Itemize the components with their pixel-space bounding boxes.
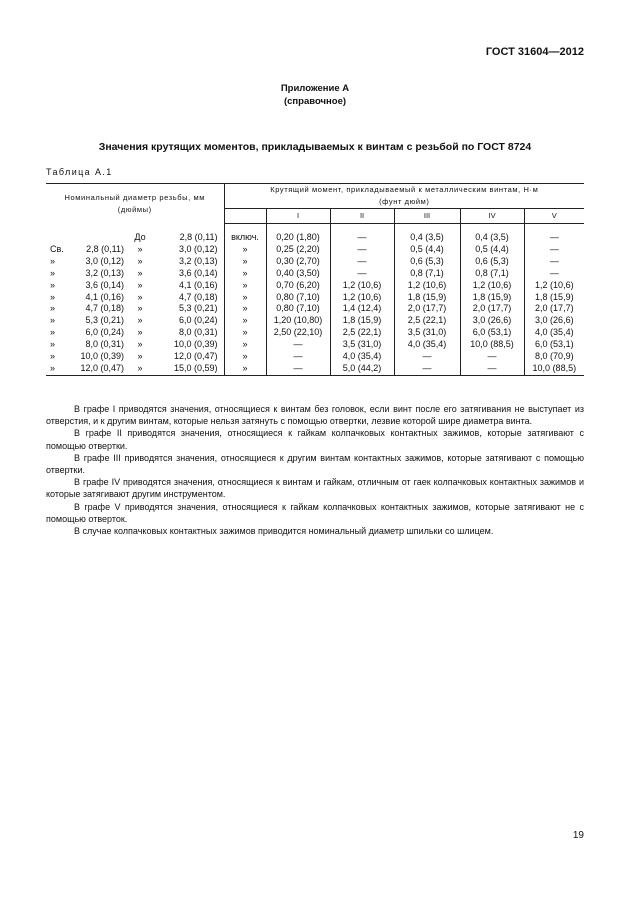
torque-value: 1,2 (10,6) (394, 280, 460, 292)
torque-value: 1,2 (10,6) (330, 292, 394, 304)
torque-value: 3,5 (31,0) (330, 339, 394, 351)
range-word: » (137, 291, 143, 302)
range-word: » (137, 303, 143, 314)
note-paragraph: В графе V приводятся значения, относящиеся к гайкам колпачковых контактных зажимов, которые затягивают не с помощью отверток. (46, 501, 584, 524)
diameter-to: 4,7 (0,18) (156, 292, 224, 304)
torque-value: — (266, 339, 330, 351)
torque-value: 0,5 (4,4) (394, 244, 460, 256)
row-prefix: » (50, 351, 56, 362)
diameter-header-line2: (дюймы) (117, 204, 152, 214)
inclusive-marker: » (224, 315, 266, 327)
inclusive-marker: » (224, 339, 266, 351)
diameter-from: 4,1 (0,16) (85, 291, 124, 302)
torque-value: 2,5 (22,1) (394, 315, 460, 327)
torque-value: — (330, 256, 394, 268)
range-word: » (137, 255, 143, 266)
torque-value: — (549, 255, 559, 266)
document-header-id: ГОСТ 31604—2012 (485, 46, 584, 58)
row-prefix: » (50, 315, 56, 326)
range-word: » (137, 339, 143, 350)
diameter-from: 5,3 (0,21) (85, 315, 124, 326)
table-row (46, 256, 584, 268)
annex-heading (0, 82, 630, 108)
torque-value: 10,0 (88,5) (460, 339, 524, 351)
inclusive-marker: » (224, 303, 266, 315)
diameter-from: 3,0 (0,12) (85, 255, 124, 266)
torque-value: 0,6 (5,3) (394, 256, 460, 268)
torque-value: 0,80 (7,10) (266, 303, 330, 315)
torque-value: — (266, 351, 330, 363)
torque-value: — (549, 243, 559, 254)
inclusive-marker: » (224, 327, 266, 339)
range-word: » (137, 327, 143, 338)
table-row (46, 292, 584, 304)
range-word: » (137, 279, 143, 290)
row-prefix: » (50, 303, 56, 314)
torque-value: 3,0 (26,6) (535, 315, 574, 326)
torque-value: 1,8 (15,9) (535, 291, 574, 302)
table-row (46, 327, 584, 339)
note-paragraph: В графе IV приводятся значения, относящиеся к винтам и гайкам, отличным от гаек колпачковых контактных зажимов и которые затягивают другим инструментом. (46, 477, 584, 500)
range-word: » (137, 351, 143, 362)
torque-value: 0,6 (5,3) (460, 256, 524, 268)
torque-value: 2,0 (17,7) (394, 303, 460, 315)
diameter-from (72, 232, 124, 244)
column-header-iii: III (394, 209, 460, 224)
torque-value: 4,0 (35,4) (535, 327, 574, 338)
row-prefix: » (50, 339, 56, 350)
note-paragraph: В случае колпачковых контактных зажимов приводится номинальный диаметр шпильки со шлицем. (74, 526, 494, 537)
diameter-to: 3,0 (0,12) (156, 244, 224, 256)
diameter-to: 12,0 (0,47) (156, 351, 224, 363)
inclusive-marker: » (224, 363, 266, 375)
torque-value: 6,0 (53,1) (460, 327, 524, 339)
row-prefix: » (50, 327, 56, 338)
diameter-to: 5,3 (0,21) (156, 303, 224, 315)
table-row (46, 351, 584, 363)
note-paragraph: В графе III приводятся значения, относящиеся к другим винтам контактных зажимов, которые затягивают с помощью отвертки. (46, 452, 584, 476)
diameter-from: 12,0 (0,47) (72, 363, 124, 375)
torque-value: — (330, 232, 394, 244)
torque-value: 2,0 (17,7) (460, 303, 524, 315)
row-prefix: Св. (50, 243, 64, 254)
inclusive-marker: включ. (224, 232, 266, 244)
torque-value: 3,0 (26,6) (460, 315, 524, 327)
diameter-from: 6,0 (0,24) (85, 327, 124, 338)
section-title: Значения крутящих моментов, прикладываемых к винтам с резьбой по ГОСТ 8724 (98, 141, 532, 153)
diameter-to: 15,0 (0,59) (156, 363, 224, 375)
torque-value: 0,20 (1,80) (266, 232, 330, 244)
torque-value: 1,4 (12,4) (330, 303, 394, 315)
table-label: Таблица А.1 (46, 167, 113, 177)
row-prefix: » (50, 255, 56, 266)
torque-value: 1,2 (10,6) (330, 280, 394, 292)
torque-value: — (460, 351, 524, 363)
inclusive-marker: » (224, 256, 266, 268)
torque-value: — (394, 363, 460, 375)
torque-value: — (394, 351, 460, 363)
note-paragraph: В графе I приводятся значения, относящиеся к винтам без головок, если винт после его затягивания не выступает из отверстия, и к другим винтам, которые нельзя затянуть с помощью отвертки, лезвие которой шире диаметра винта. (46, 404, 584, 427)
torque-value: 3,5 (31,0) (394, 327, 460, 339)
torque-table (46, 183, 584, 376)
inclusive-marker: » (224, 244, 266, 256)
torque-value: — (266, 363, 330, 375)
torque-value: 0,8 (7,1) (460, 268, 524, 280)
annex-title: Приложение А (280, 83, 350, 94)
torque-value: 4,0 (35,4) (330, 351, 394, 363)
diameter-to: 3,2 (0,13) (156, 256, 224, 268)
diameter-header (46, 184, 224, 224)
torque-value: 0,80 (7,10) (266, 292, 330, 304)
torque-value: 1,8 (15,9) (330, 315, 394, 327)
column-header-i: I (266, 209, 330, 224)
torque-value: 0,5 (4,4) (460, 244, 524, 256)
range-word: До (134, 232, 146, 242)
torque-header (224, 184, 584, 209)
torque-value: 4,0 (35,4) (394, 339, 460, 351)
torque-value: 8,0 (70,9) (535, 351, 574, 362)
torque-header-line1: Крутящий момент, прикладываемый к металлическим винтам, Н·м (270, 185, 539, 194)
torque-header-line2: (фунт дюйм) (379, 197, 430, 206)
inclusive-marker: » (224, 280, 266, 292)
torque-value: — (330, 244, 394, 256)
diameter-to: 4,1 (0,16) (156, 280, 224, 292)
column-header-ii: II (330, 209, 394, 224)
torque-value: 1,20 (10,80) (266, 315, 330, 327)
table-row (46, 268, 584, 280)
table-row (46, 232, 584, 244)
torque-value: 1,2 (10,6) (460, 280, 524, 292)
torque-value: 5,0 (44,2) (330, 363, 394, 375)
diameter-from: 3,6 (0,14) (85, 279, 124, 290)
diameter-to: 10,0 (0,39) (156, 339, 224, 351)
torque-value: 6,0 (53,1) (535, 339, 574, 350)
torque-value: 0,30 (2,70) (266, 256, 330, 268)
torque-value: — (460, 363, 524, 375)
table-row (46, 244, 584, 256)
row-prefix: » (50, 267, 56, 278)
torque-value: 1,8 (15,9) (394, 292, 460, 304)
diameter-from: 3,2 (0,13) (85, 267, 124, 278)
torque-value: — (330, 268, 394, 280)
diameter-from: 2,8 (0,11) (86, 243, 124, 254)
table-row (46, 363, 584, 375)
inclusive-marker: » (224, 292, 266, 304)
range-word: » (137, 243, 143, 254)
diameter-to: 6,0 (0,24) (156, 315, 224, 327)
table-row (46, 339, 584, 351)
torque-value: 2,5 (22,1) (330, 327, 394, 339)
row-prefix: » (50, 291, 56, 302)
diameter-to: 8,0 (0,31) (156, 327, 224, 339)
torque-value: 1,2 (10,6) (535, 279, 574, 290)
diameter-from: 10,0 (0,39) (80, 351, 124, 362)
range-word: » (137, 315, 143, 326)
column-header-v: V (524, 209, 584, 224)
diameter-from: 8,0 (0,31) (85, 339, 124, 350)
row-prefix (46, 232, 72, 244)
range-word: » (137, 267, 143, 278)
inclusive-marker: » (224, 351, 266, 363)
table-row (46, 303, 584, 315)
torque-value: 0,8 (7,1) (394, 268, 460, 280)
diameter-to: 2,8 (0,11) (156, 232, 224, 244)
annex-subtitle: (справочное) (283, 96, 347, 107)
torque-value: — (549, 232, 559, 242)
table-row (46, 280, 584, 292)
torque-value: 0,70 (6,20) (266, 280, 330, 292)
diameter-header-line1: Номинальный диаметр резьбы, мм (64, 192, 206, 202)
row-prefix: » (46, 363, 72, 375)
diameter-from: 4,7 (0,18) (85, 303, 124, 314)
inclusive-marker: » (224, 268, 266, 280)
page-number: 19 (572, 830, 584, 841)
torque-value: 2,50 (22,10) (266, 327, 330, 339)
row-prefix: » (50, 279, 56, 290)
torque-value: 10,0 (88,5) (524, 363, 584, 375)
torque-value: 2,0 (17,7) (535, 303, 574, 314)
table-row (46, 315, 584, 327)
torque-value: 0,25 (2,20) (266, 244, 330, 256)
torque-value: 0,40 (3,50) (266, 268, 330, 280)
torque-value: 0,4 (3,5) (460, 232, 524, 244)
diameter-to: 3,6 (0,14) (156, 268, 224, 280)
note-paragraph: В графе II приводятся значения, относящиеся к гайкам колпачковых контактных зажимов, которые затягивают с помощью отвертки. (46, 428, 584, 451)
torque-value: 1,8 (15,9) (460, 292, 524, 304)
torque-value: 0,4 (3,5) (394, 232, 460, 244)
torque-value: — (549, 267, 559, 278)
notes-section (46, 403, 584, 537)
range-word: » (124, 363, 156, 375)
column-header-iv: IV (460, 209, 524, 224)
